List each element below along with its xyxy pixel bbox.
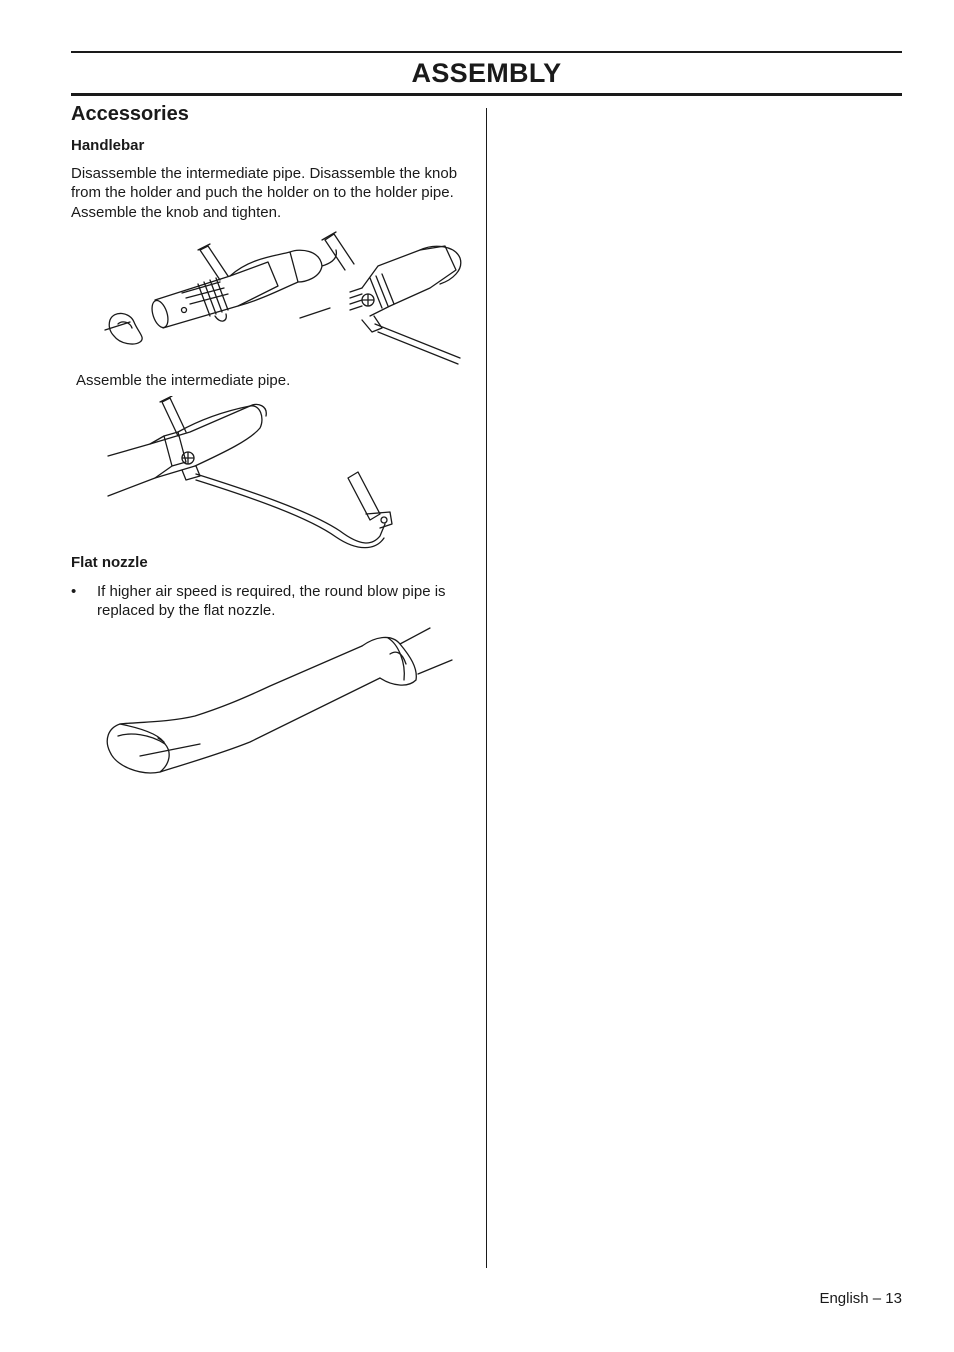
handlebar-heading: Handlebar bbox=[71, 137, 145, 154]
handlebar-instruction: Disassemble the intermediate pipe. Disassemble the knob from the holder and puch the holder on to the holder pipe. Assemble the knob and tighten. bbox=[71, 165, 458, 221]
handlebar-disassembly-illustration bbox=[100, 228, 470, 368]
assembled-grip-drawing bbox=[300, 232, 461, 364]
bullet-marker: • bbox=[71, 583, 77, 600]
flat-nozzle-drawing bbox=[107, 628, 452, 773]
handlebar-rod-drawing bbox=[196, 472, 392, 548]
page-header-title: ASSEMBLY bbox=[411, 58, 562, 88]
header-rule-bottom bbox=[71, 93, 902, 96]
section-title: Accessories bbox=[71, 103, 189, 125]
handlebar-caption: Assemble the intermediate pipe. bbox=[76, 372, 291, 389]
flat-nozzle-bullet-text: If higher air speed is required, the round blow pipe is replaced by the flat nozzle. bbox=[97, 583, 446, 619]
column-divider bbox=[486, 108, 487, 1268]
blower-tube-drawing bbox=[108, 396, 266, 496]
header-rule-top bbox=[71, 51, 902, 53]
flat-nozzle-heading: Flat nozzle bbox=[71, 554, 148, 571]
flat-nozzle-illustration bbox=[100, 624, 460, 784]
disassembled-grip-drawing bbox=[105, 244, 336, 344]
intermediate-pipe-illustration bbox=[100, 396, 400, 554]
page-footer: English – 13 bbox=[819, 1290, 902, 1307]
